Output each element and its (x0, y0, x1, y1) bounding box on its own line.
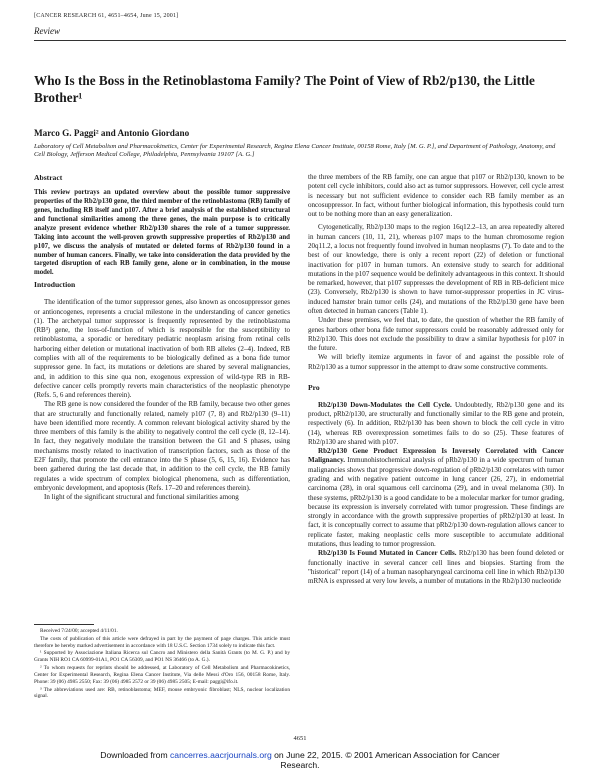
download-prefix: Downloaded from (100, 750, 170, 760)
pro-item-text: Undoubtedly, Rb2/p130 gene and its product, pRb2/p130, are structurally and functionally similar to the RB gene and protein, respectively (6). In addition, Rb2/p130 has been shown to block the cell cycle in vitro (14), whereas RB overexpression sometimes fails to do so (25). These features of Rb2/p130 are shared with p107. (308, 400, 564, 446)
footnote-rule (34, 624, 94, 625)
pro-item-heading: Rb2/p130 Down-Modulates the Cell Cycle. (318, 400, 452, 409)
footnote-reprints: ² To whom requests for reprints should be addressed, at Laboratory of Cell Metabolism and Pharmacokinetics, Center for Experimental Research, Regina Elena Cancer Institute, Via delle Messi d'Oro 156, 00158 Rome, Italy. Phone: 39 (06) 4985 2550; Fax: 39 (06) 4985 2572 or 39 (06) 4985 2505; E-mail: paggi@ifo.it. (34, 665, 290, 685)
journal-reference: [CANCER RESEARCH 61, 4651–4654, June 15, 2001] (34, 13, 179, 19)
download-notice (0, 750, 600, 771)
pro-item (308, 447, 564, 549)
pro-item-text: Rb2/p130 has been found deleted or functionally inactive in several cancer cell lines and biopsies. Starting from the "historical" report (14) of a human nasopharyngeal carcinoma cell line in which Rb2/p130 mRNA is expressed at very low levels, a number of mutations in the Rb2/p130 nucleotide (308, 549, 564, 586)
footnote-received: Received 7/24/00; accepted 4/11/01. (40, 628, 118, 634)
intro-paragraph: The RB gene is now considered the founder of the RB family, because two other genes that are structurally and functionally related, namely p107 (7, 8) and Rb2/p130 (9–11) have been identified more recently. A common relevant biological activity shared by the three members of this family is the ability to negatively control the cell cycle (8, 12–14). In fact, they negatively modulate the transition between the G1 and S phases, using mechanisms mostly related to inactivation of transcription factors, such as those of the E2F family, that promote the cell entrance into the S phase (5, 6, 15, 16). Evidence has been gathered during the last decade that, in addition to the cell cycle, the RB family regulates a wide spectrum of complex biological phenomena, such as differentiation, embryonic development, and apoptosis (Refs. 17–20 and references therein). (34, 400, 290, 492)
section-label: Review (34, 26, 60, 36)
body-paragraph: Under these premises, we feel that, to date, the question of whether the RB family of genes harbors other bona fide tumor suppressors could be reasonably addressed only for Rb2/p130. This does not exclude the possibility to draw a similar hypothesis for p107 in the future. (308, 316, 564, 353)
pro-item-text: Immunohistochemical analysis of pRb2/p130 in a wide spectrum of human malignancies shows that progressive down-regulation of pRb2/p130 correlates with tumor grading and with negative patient outcome in lung cancer (26, 27), in endometrial carcinoma (28), in oral squamous cell carcinoma (29), and in uveal melanoma (30). In these systems, pRb2/p130 is a good candidate to be a molecular marker for tumor grading, because its expression is inversely correlated with tumor progression. These findings are strongly in accordance with the growth suppressive properties of pRb2/p130 at least. In fact, it is conceptually correct to assume that pRb2/p130 down-regulation allows cancer to replicate faster, making neoplastic cells more susceptible to accumulate additional mutations, thus leading to tumor progression. (308, 456, 564, 548)
footnote-support: ¹ Supported by Associazione Italiana Ricerca sul Cancro and Ministero della Sanità Grants (to M. G. P.) and by Grants NIH RO1 CA 60999-01A1, PO1 CA 56309, and PO1 NS 36466 (to A. G.). (34, 650, 290, 664)
download-suffix: on June 22, 2015. © 2001 American Association for Cancer (271, 750, 500, 760)
header-rule (34, 40, 566, 41)
footnotes (34, 628, 290, 701)
body-paragraph: We will briefly itemize arguments in favor of and against the possible role of Rb2/p130 as a tumor suppressor in the attempt to draw some constructive comments. (308, 353, 564, 371)
intro-paragraph: The identification of the tumor suppressor genes, also known as oncosuppressor genes or antioncogenes, represents a crucial milestone in the understanding of cancer genetics (1). The archetypal tumor suppressor is frequently represented by the retinoblastoma (RB³) gene, the loss-of-function of which is responsible for the susceptibility to retinoblastoma, a sporadic or hereditary pediatric neoplasm arising from retinal cells harboring either deletion or mutational inactivation of both RB alleles (2–4). Indeed, RB complies with all of the requirements to be biologically defined as a bona fide tumor suppressor gene. In fact, its mutations or deletions are shared by several malignancies, and, in addition to this sine qua non, exogenous expression of wild-type RB in RB-defective cancer cells promptly reverts main characteristics of the neoplastic phenotype (Refs. 5, 6 and references therein). (34, 298, 290, 400)
pro-heading: Pro (308, 382, 320, 392)
body-paragraph: Cytogenetically, Rb2/p130 maps to the region 16q12.2–13, an area repeatedly altered in human cancers (10, 11, 21), whereas p107 maps to the human chromosome region 20q11.2, a locus not frequently found involved in human neoplasms (7). To date and to the best of our knowledge, there is only a recent report (22) of deletion or functional inactivation for p107 in human tumors. An extensive study to search for additional mutations in the p107 sequence would be definitely advantageous in this context. It should be remarked, however, that p107 suppresses the development of RB in RB-deficient mice (23). Conversely, Rb2/p130 is shown to have tumor-suppressor properties in JC virus-induced hamster brain tumor cells (24), and mutations of the Rb2/p130 gene have been often detected in human cancers (Table 1). (308, 223, 564, 315)
author-affiliation: Laboratory of Cell Metabolism and Pharmacokinetics, Center for Experimental Research, Regina Elena Cancer Institute, 00158 Rome, Italy [M. G. P.], and Department of Pathology, Anatomy, and Cell Biology, Jefferson Medical College, Philadelphia, Pennsylvania 19107 [A. G.] (34, 143, 556, 159)
pro-item (308, 549, 564, 586)
footnote-costs: The costs of publication of this article were defrayed in part by the payment of page charges. This article must therefore be hereby marked advertisement in accordance with 18 U.S.C. Section 1734 solely to indicate this fact. (34, 635, 290, 649)
intro-paragraph: In light of the significant structural and functional similarities among (44, 493, 239, 502)
body-paragraph: the three members of the RB family, one can argue that p107 or Rb2/p130, known to be potent cell cycle inhibitors, could also act as tumor suppressors. However, cell cycle arrest is necessary but not sufficient evidence to consider each RB family member as an oncosuppressor. In fact, without further biological information, this hypothesis could turn out to be nothing more than an easy generalization. (308, 173, 564, 219)
download-line2: Research. (280, 760, 320, 771)
page-number: 4651 (293, 735, 307, 742)
article-authors: Marco G. Paggi² and Antonio Giordano (34, 128, 190, 138)
article-title: Who Is the Boss in the Retinoblastoma Family? The Point of View of Rb2/p130, the Little Brother¹ (34, 73, 535, 106)
abstract-text: This review portrays an updated overview about the possible tumor suppressive properties of the Rb2/p130 gene, the third member of the retinoblastoma (RB) family of genes, including RB itself and p107. After a brief analysis of the established structural and functional similarities among the three genes, the main purpose is to critically analyze present evidence whether Rb2/p130 shares the role of a tumor suppressor. Taking into account the well-proven growth suppressive properties of Rb2/p130 and p107, we discuss the analysis of mutated or deleted forms of Rb2/p130 found in a number of human cancers. Finally, we take into consideration the data provided by the targeted disruption of each RB family gene, alone or in combination, in the mouse model. (34, 188, 290, 277)
pro-item-heading: Rb2/p130 Is Found Mutated in Cancer Cells. (318, 549, 457, 558)
journal-link[interactable]: cancerres.aacrjournals.org (170, 750, 272, 760)
introduction-heading: Introduction (34, 280, 76, 290)
right-column (308, 173, 564, 586)
pro-item-heading: Rb2/p130 Gene Product Expression Is Inversely Correlated with Cancer Malignancy. (308, 447, 564, 465)
footnote-abbreviations: ³ The abbreviations used are: RB, retinoblastoma; MEF, mouse embryonic fibroblast; NLS, nuclear localization signal. (34, 686, 290, 700)
left-column (34, 173, 290, 502)
abstract-heading: Abstract (34, 173, 63, 182)
pro-item (308, 401, 564, 447)
